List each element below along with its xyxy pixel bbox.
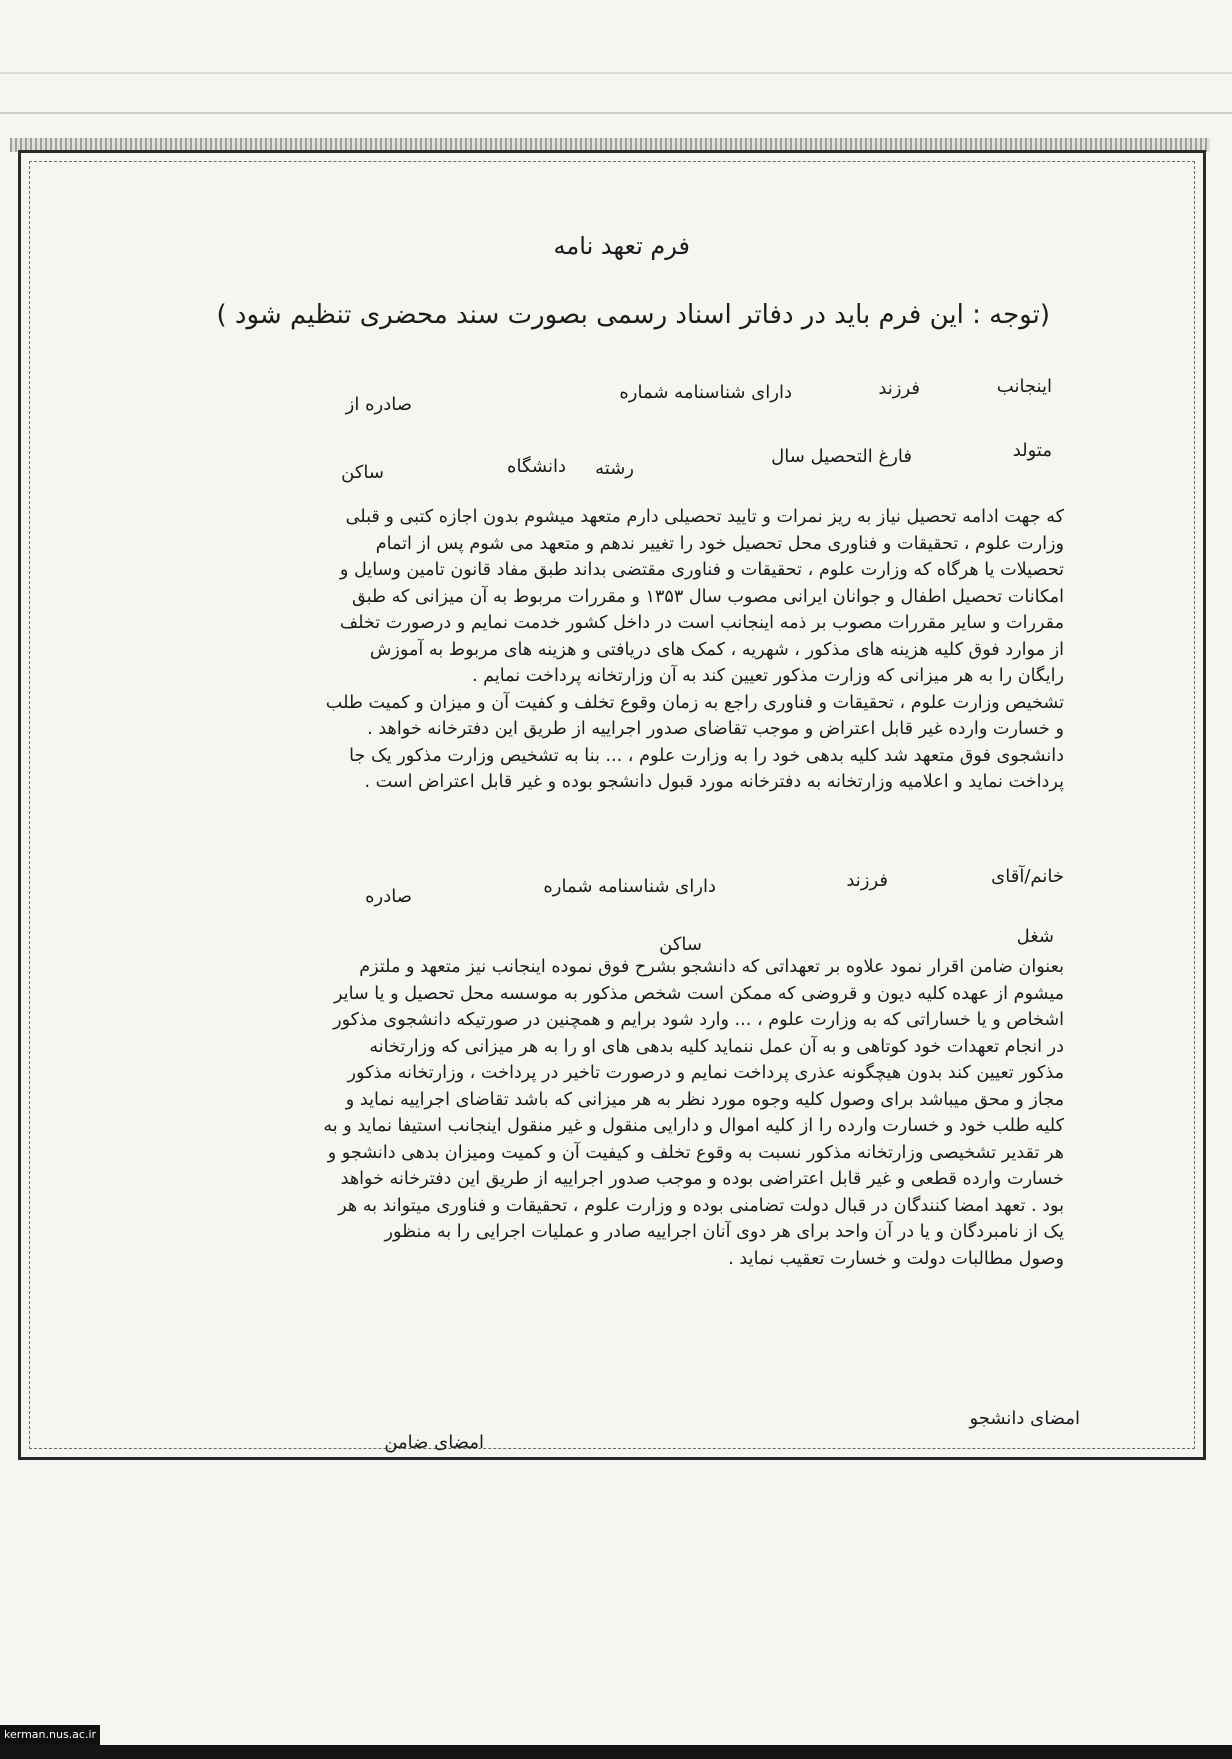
label-daneshgah: دانشگاه — [507, 456, 566, 477]
paragraph-line: مقررات و سایر مقررات مصوب بر ذمه اینجانب است در داخل کشور خدمت نمایم و درصورت تخلف — [339, 613, 1064, 633]
site-watermark: kerman.nus.ac.ir — [0, 1725, 100, 1745]
paragraph-line: کلیه طلب خود و خسارت وارده را از کلیه اموال و دارایی منقول و غیر منقول اینجانب استیفا نماید و به — [323, 1116, 1064, 1136]
label-farzand: فرزند — [878, 378, 920, 399]
form-note: (توجه : این فرم باید در دفاتر اسناد رسمی بصورت سند محضری تنظیم شود ) — [216, 300, 1050, 330]
guarantor-paragraph — [323, 954, 1064, 1272]
label-reshteh: رشته — [595, 458, 634, 479]
label-guarantor-farzand: فرزند — [846, 870, 888, 891]
paragraph-line: وصول مطالبات دولت و خسارت تعقیب نماید . — [728, 1248, 1064, 1269]
paragraph-line: مجاز و محق میباشد برای وصول کلیه وجوه مورد نظر به هر میزانی که باشد تقاضای اجراییه نماید و — [345, 1089, 1064, 1110]
paragraph-line: یک از نامبردگان و یا در آن واحد برای هر دوی آنان اجراییه صادر و عملیات اجرایی را به منظور — [384, 1222, 1064, 1242]
paragraph-line: و خسارت وارده غیر قابل اعتراض و موجب تقاضای صدور اجراییه از طریق این دفترخانه خواهد . — [367, 719, 1064, 739]
paragraph-line: وزارت علوم ، تحقیقات و فناوری محل تحصیل خود را تغییر ندهم و متعهد می شوم پس از اتمام — [375, 533, 1064, 554]
paragraph-line: از موارد فوق کلیه هزینه های مذکور ، شهریه ، کمک های دریافتی و هزینه های مربوط به آموزش — [369, 639, 1064, 660]
paragraph-line: تشخیص وزارت علوم ، تحقیقات و فناوری راجع به زمان وقوع تخلف و کفیت آن و میزان و کمیت طلب — [325, 692, 1064, 713]
label-shenasnameh: دارای شناسنامه شماره — [619, 382, 792, 403]
label-shoghl: شغل — [1016, 926, 1054, 947]
label-guarantor-sadereh: صادره — [365, 886, 412, 907]
scan-artifact-line — [0, 112, 1232, 114]
form-title: فرم تعهد نامه — [553, 232, 690, 260]
paragraph-line: دانشجوی فوق متعهد شد کلیه بدهی خود را به وزارت علوم ، ... بنا به تشخیص وزارت مذکور یک جا — [349, 745, 1064, 766]
paragraph-line: میشوم از عهده کلیه دیون و قروضی که ممکن است شخص مذکور به موسسه محل تحصیل و یا سایر — [333, 983, 1064, 1004]
paragraph-line: بود . تعهد امضا کنندگان در قبال دولت تضامنی بوده و وزارت علوم ، تحقیقات و فناوری میتواند به هر — [338, 1195, 1064, 1216]
label-motevalled: متولد — [1012, 440, 1052, 461]
paragraph-line: که جهت ادامه تحصیل نیاز به ریز نمرات و تایید تحصیلی دارم متعهد میشوم بدون اجازه کتبی و قبلی — [345, 507, 1064, 527]
label-guarantor-saken: ساکن — [659, 934, 702, 955]
paragraph-line: در انجام تعهدات خود کوتاهی و به آن عمل ننماید کلیه بدهی های او را به هر میزانی که وزارتخانه — [369, 1036, 1064, 1057]
paragraph-line: بعنوان ضامن اقرار نمود علاوه بر تعهداتی که دانشجو بشرح فوق نموده اینجانب نیز متعهد و ملتزم — [359, 957, 1064, 977]
scan-artifact-line — [0, 72, 1232, 74]
paragraph-line: اشخاص و یا خساراتی که به وزارت علوم ، ... وارد شود برایم و همچنین در صورتیکه دانشجوی مذکور — [333, 1010, 1064, 1030]
signature-student: امضای دانشجو — [969, 1408, 1080, 1429]
label-sadereh: صادره از — [345, 394, 412, 415]
paragraph-line: پرداخت نماید و اعلامیه وزارتخانه به دفترخانه مورد قبول دانشجو بوده و غیر قابل اعتراض است . — [364, 772, 1064, 792]
label-saken: ساکن — [341, 462, 384, 483]
label-injaneb: اینجانب — [996, 376, 1052, 397]
paragraph-line: امکانات تحصیل اطفال و جوانان ایرانی مصوب سال ۱۳۵۳ و مقررات مربوط به آن میزانی که طبق — [352, 586, 1064, 607]
paragraph-line: خسارت وارده قطعی و غیر قابل اعتراضی بوده و موجب صدور اجراییه از طریق این دفترخانه خواهد — [340, 1169, 1064, 1189]
signature-guarantor: امضای ضامن — [384, 1432, 484, 1453]
footer-bar — [0, 1745, 1232, 1759]
paragraph-line: رایگان را به هر میزانی که وزارت مذکور تعیین کند به آن وزارتخانه پرداخت نمایم . — [471, 666, 1064, 686]
label-farekh: فارغ التحصیل سال — [771, 446, 912, 467]
label-khanom-agha: خانم/آقای — [991, 866, 1064, 887]
paragraph-line: هر تقدیر تشخیصی وزارتخانه مذکور نسبت به وقوع تخلف و کیفیت آن و کمیت ومیزان بدهی دانشجو و — [327, 1142, 1064, 1163]
commitment-paragraph — [326, 504, 1064, 796]
paragraph-line: مذکور تعیین کند بدون هیچگونه عذری پرداخت نمایم و درصورت تاخیر در پرداخت ، وزارتخانه مذکور — [347, 1063, 1064, 1083]
paragraph-line: تحصیلات یا هرگاه که وزارت علوم ، تحقیقات و فناوری مقتضی بداند طبق مفاد قانون تامین وسایل و — [339, 560, 1064, 580]
label-guarantor-shenasnameh: دارای شناسنامه شماره — [543, 876, 716, 897]
